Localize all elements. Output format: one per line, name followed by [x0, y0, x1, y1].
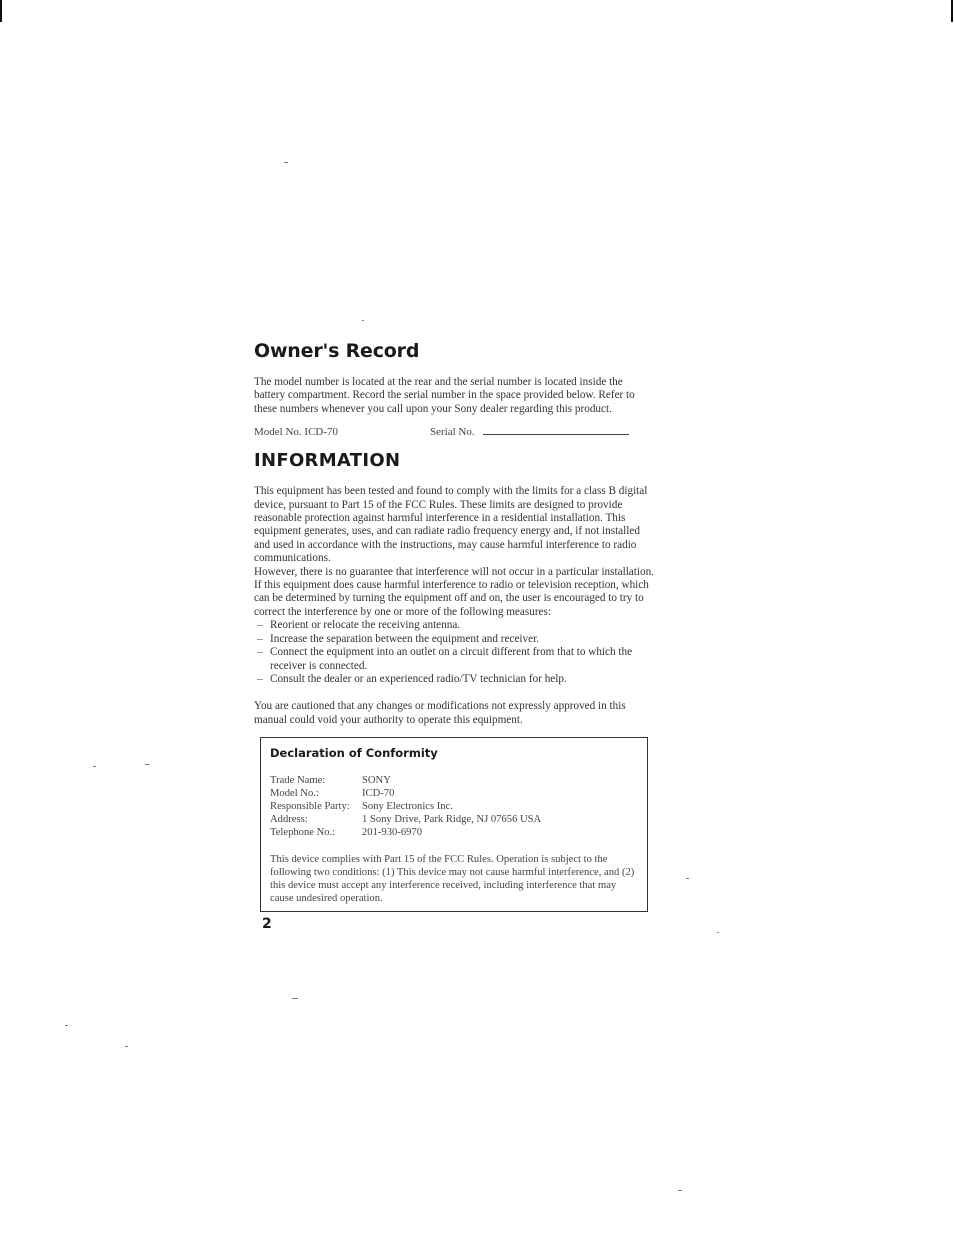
- owners-record-heading: Owner's Record: [254, 340, 420, 362]
- owners-record-section: [254, 340, 654, 438]
- address-value: 1 Sony Drive, Park Ridge, NJ 07656 USA: [362, 814, 542, 826]
- telephone-label: Telephone No.:: [270, 827, 336, 839]
- information-paragraph-2: However, there is no guarantee that interference will not occur in a particular installation. If this equipment does cause harmful interference to radio or television reception, which can be determined by turning the equipment off and on, the user is encouraged to try to correct the interference by one or more of the following measures:: [254, 565, 654, 618]
- information-paragraph-1: This equipment has been tested and found to comply with the limits for a class B digital device, pursuant to Part 15 of the FCC Rules. These limits are designed to provide reasonable protection against harmful interference in a residential installation. This equipment generates, uses, and can radiate radio frequency energy and, if not installed and used in accordance with the instructions, may cause harmful interference to radio communications.: [254, 485, 648, 565]
- scan-speck: [362, 320, 364, 321]
- measure-item: – Consult the dealer or an experienced radio/TV technician for help.: [254, 673, 654, 686]
- scan-edge-left: [0, 0, 2, 22]
- compliance-statement: This device complies with Part 15 of the FCC Rules. Operation is subject to the following two conditions: (1) This device may not cause harmful interference, and (2) this device must accept any interference received, including interference that may cause undesired operation.: [270, 854, 635, 905]
- model-no-label: Model No.:: [270, 788, 319, 800]
- scan-speck: [125, 1046, 128, 1047]
- table-row: [270, 800, 541, 813]
- declaration-of-conformity-box: [260, 737, 648, 912]
- scan-speck: [65, 1025, 68, 1026]
- address-label: Address:: [270, 814, 308, 826]
- caution-paragraph: You are cautioned that any changes or modifications not expressly approved in this manual could void your authority to operate this equipment.: [254, 700, 626, 726]
- responsible-party-value: Sony Electronics Inc.: [362, 801, 453, 813]
- table-row: [270, 813, 541, 826]
- scan-speck: [686, 878, 689, 879]
- information-section: [254, 450, 654, 727]
- scan-speck: [284, 162, 288, 163]
- declaration-table: [270, 774, 541, 839]
- scan-speck: [292, 998, 298, 999]
- model-number-label: Model No. ICD-70: [254, 426, 339, 439]
- trade-name-label: Trade Name:: [270, 775, 326, 787]
- table-row: [270, 826, 541, 839]
- measures-list: [254, 619, 654, 686]
- page-number: 2: [262, 916, 272, 933]
- table-row: [270, 774, 541, 787]
- record-fields: [254, 426, 654, 438]
- declaration-heading: Declaration of Conformity: [270, 746, 438, 761]
- scan-speck: [717, 932, 719, 933]
- serial-number-label: Serial No.: [430, 426, 475, 439]
- scan-edge-right: [951, 0, 953, 22]
- telephone-value: 201-930-6970: [362, 827, 423, 839]
- scan-speck: [678, 1190, 682, 1191]
- scan-speck: [93, 766, 96, 767]
- responsible-party-label: Responsible Party:: [270, 801, 350, 813]
- measure-item: – Reorient or relocate the receiving antenna.: [254, 619, 654, 632]
- owners-record-body: The model number is located at the rear and the serial number is located inside the battery compartment. Record the serial number in the space provided below. Refer to these numbers whenever you call upon your Sony dealer regarding this product.: [254, 376, 635, 415]
- trade-name-value: SONY: [362, 775, 391, 787]
- table-row: [270, 787, 541, 800]
- information-heading: INFORMATION: [254, 450, 401, 472]
- measure-item: – Increase the separation between the equipment and receiver.: [254, 633, 654, 646]
- scan-speck: [145, 764, 149, 765]
- manual-page: [254, 340, 654, 932]
- measure-item: – Connect the equipment into an outlet on a circuit different from that to which the receiver is connected.: [254, 646, 654, 673]
- model-no-value: ICD-70: [362, 788, 395, 800]
- serial-number-blank-line: [483, 426, 629, 435]
